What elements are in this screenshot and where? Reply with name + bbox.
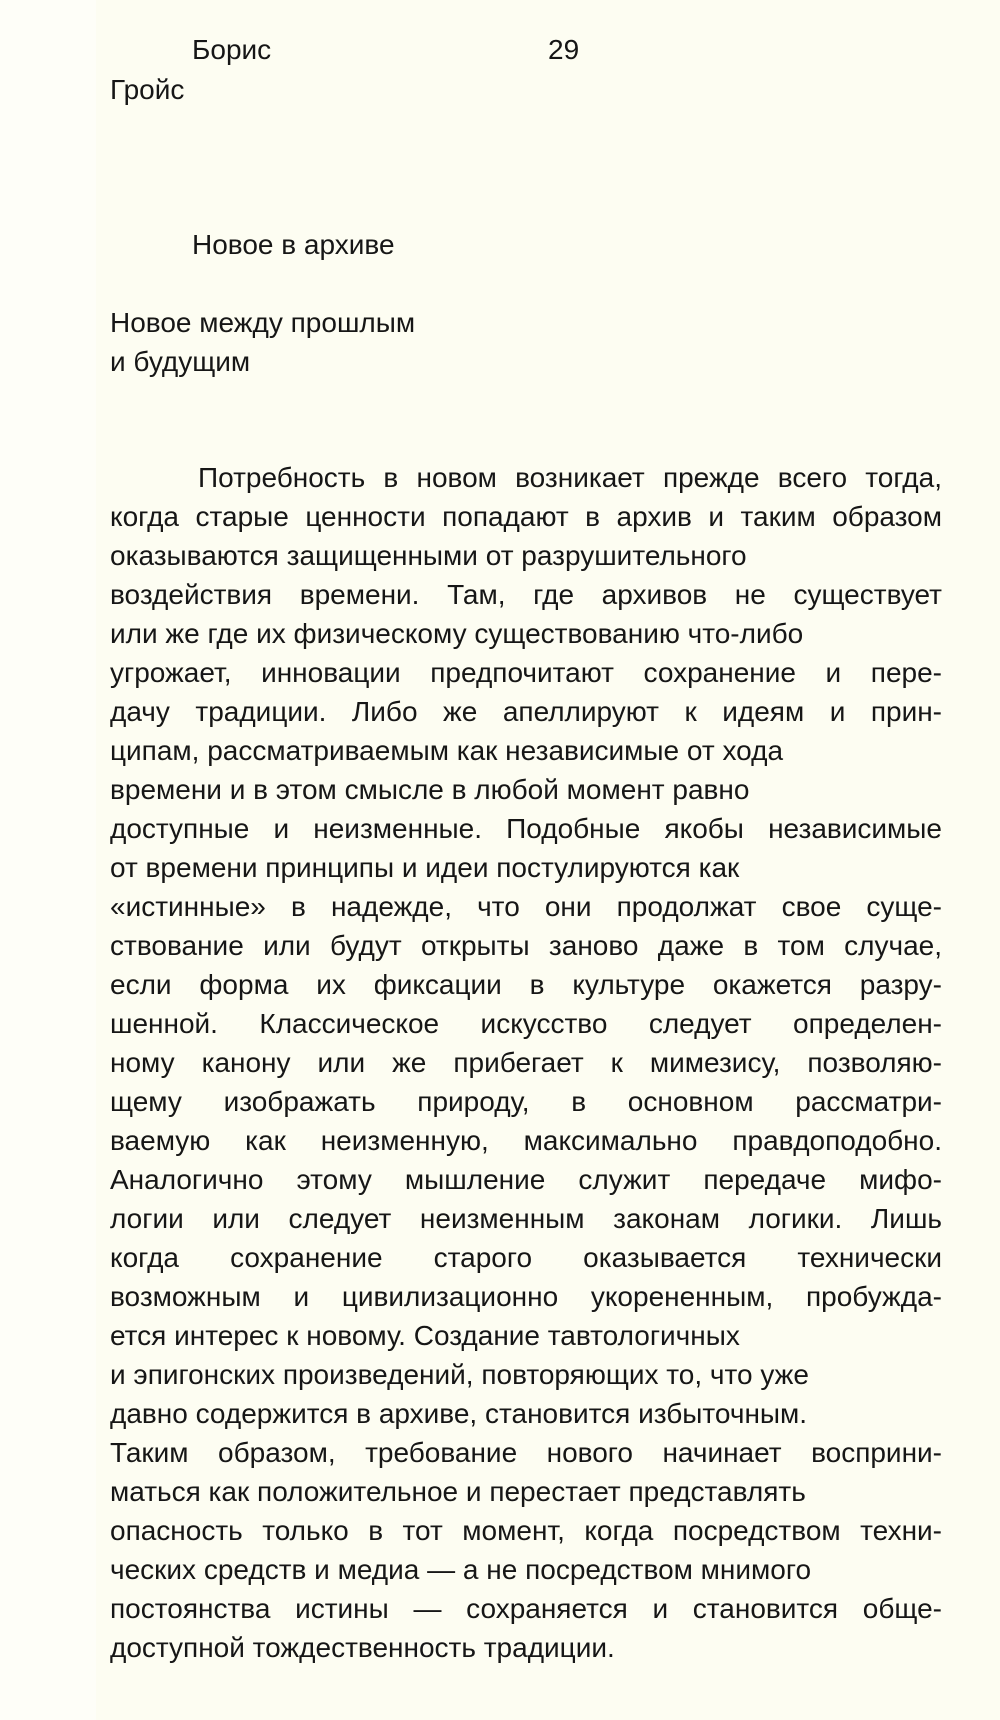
text-line: доступной тождественность традиции.: [110, 1632, 615, 1663]
text-line: опасность только в тот момент, когда посредством техни-: [110, 1515, 942, 1546]
text-line: Аналогично этому мышление служит передаче мифо-: [110, 1164, 942, 1195]
text-line: ципам, рассматриваемым как независимые от хода: [110, 735, 784, 766]
text-line: постоянства истины — сохраняется и становится обще-: [110, 1593, 942, 1624]
section-title: Новое в архиве: [192, 229, 395, 260]
text-line: и эпигонских произведений, повторяющих то, что уже: [110, 1359, 809, 1390]
text-line: ному канону или же прибегает к мимезису, позволяю-: [110, 1047, 942, 1078]
text-line: Таким образом, требование нового начинает восприни-: [110, 1437, 942, 1468]
text-line: дачу традиции. Либо же апеллируют к идеям и прин-: [110, 696, 942, 727]
subsection-title: [110, 306, 415, 384]
text-line: Потребность в новом возникает прежде всего тогда,: [198, 462, 942, 493]
text-line: оказываются защищенными от разрушительного: [110, 540, 747, 571]
text-line: щему изображать природу, в основном рассматри-: [110, 1086, 942, 1117]
text-line: ваемую как неизменную, максимально правдоподобно.: [110, 1125, 942, 1156]
text-line: ется интерес к новому. Создание тавтологичных: [110, 1320, 740, 1351]
running-head-author-last: Гройс: [110, 74, 185, 105]
running-head-author-first: Борис: [192, 34, 272, 65]
text-line: маться как положительное и перестает представлять: [110, 1476, 806, 1507]
text-line: времени и в этом смысле в любой момент равно: [110, 774, 750, 805]
text-line: воздействия времени. Там, где архивов не существует: [110, 579, 942, 610]
text-line: ческих средств и медиа — а не посредством мнимого: [110, 1554, 812, 1585]
text-line: когда сохранение старого оказывается технически: [110, 1242, 942, 1273]
text-line: давно содержится в архиве, становится избыточным.: [110, 1398, 808, 1429]
text-line: шенной. Классическое искусство следует определен-: [110, 1008, 942, 1039]
body-paragraph: [110, 461, 942, 1670]
text-line: от времени принципы и идеи постулируются как: [110, 852, 740, 883]
text-line: ствование или будут открыты заново даже в том случае,: [110, 930, 942, 961]
subsection-title-line: Новое между прошлым: [110, 307, 416, 338]
text-line: возможным и цивилизационно укорененным, пробужда-: [110, 1281, 942, 1312]
subsection-title-line: и будущим: [110, 346, 251, 377]
text-line: если форма их фиксации в культуре окажется разру-: [110, 969, 942, 1000]
text-line: когда старые ценности попадают в архив и таким образом: [110, 501, 942, 532]
text-line: угрожает, инновации предпочитают сохранение и пере-: [110, 657, 942, 688]
text-line: доступные и неизменные. Подобные якобы независимые: [110, 813, 942, 844]
text-line: логии или следует неизменным законам логики. Лишь: [110, 1203, 942, 1234]
text-line: или же где их физическому существованию что-либо: [110, 618, 804, 649]
text-line: «истинные» в надежде, что они продолжат свое суще-: [110, 891, 942, 922]
page-number: 29: [548, 34, 580, 65]
page-edge: [0, 0, 96, 1720]
